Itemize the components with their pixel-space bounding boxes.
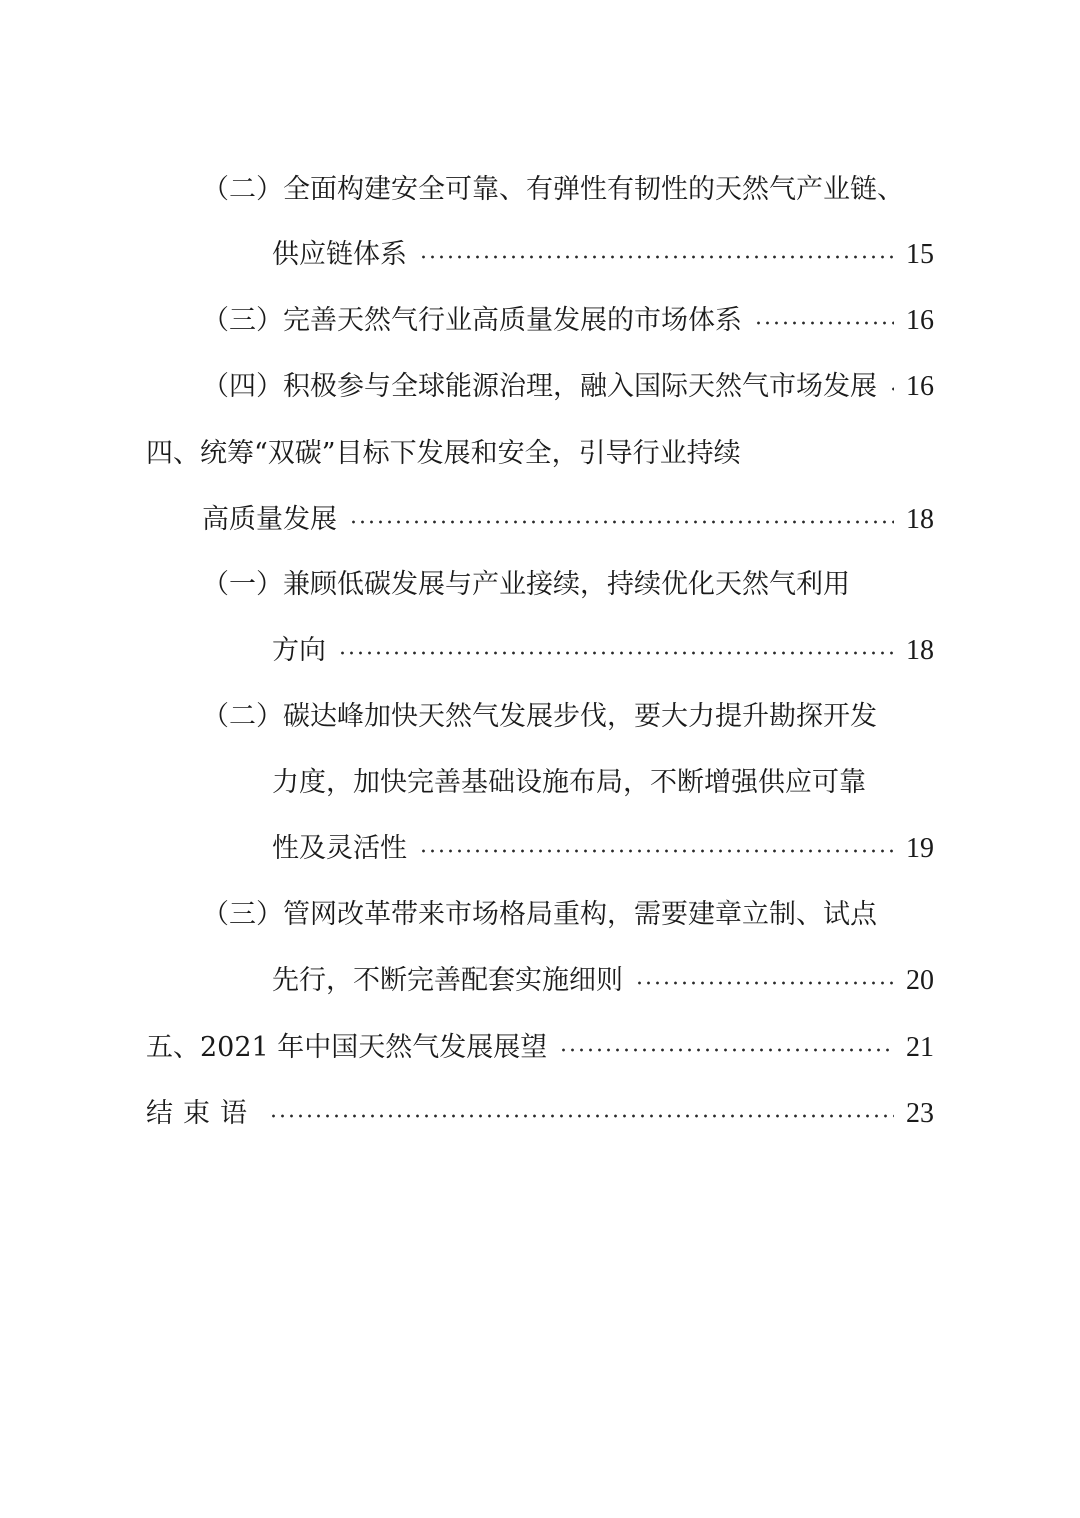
dot-leader (419, 255, 894, 259)
dot-leader (754, 321, 894, 325)
toc-entry-4-3-heading[interactable] (202, 895, 877, 935)
toc-page-number: 21 (906, 1032, 934, 1063)
toc-entry-label: 性及灵活性 (272, 833, 407, 864)
toc-entry-label: 力度，加快完善基础设施布局，不断增强供应可靠 (272, 767, 866, 798)
dot-leader (889, 387, 894, 391)
toc-entry-4-2[interactable] (272, 829, 934, 869)
toc-entry-label: 供应链体系 (272, 239, 407, 270)
toc-entry-label: （二）全面构建安全可靠、有弹性有韧性的天然气产业链、 (202, 174, 904, 205)
dot-leader (338, 651, 894, 655)
dot-leader (349, 520, 894, 524)
toc-entry-4-2-heading[interactable] (202, 697, 877, 737)
toc-page-number: 16 (906, 371, 934, 402)
toc-page-number: 18 (906, 504, 934, 535)
toc-entry-4-3[interactable] (272, 961, 934, 1001)
toc-entry-3-2-heading[interactable] (202, 170, 904, 210)
toc-entry-4-1-heading[interactable] (202, 565, 850, 605)
toc-entry-label: 先行，不断完善配套实施细则 (272, 965, 623, 996)
dot-leader (419, 849, 894, 853)
toc-entry-label: （三）完善天然气行业高质量发展的市场体系 (202, 305, 742, 336)
toc-entry-label: （二）碳达峰加快天然气发展步伐，要大力提升勘探开发 (202, 701, 877, 732)
toc-page-number: 23 (906, 1098, 934, 1129)
toc-section-label: 高质量发展 (202, 504, 337, 535)
toc-page-number: 15 (906, 239, 934, 270)
toc-page-number: 19 (906, 833, 934, 864)
toc-section-label: 四、统筹“双碳”目标下发展和安全，引导行业持续 (146, 438, 741, 469)
dot-leader (635, 981, 894, 985)
toc-entry-label: （一）兼顾低碳发展与产业接续，持续优化天然气利用 (202, 569, 850, 600)
dot-leader (269, 1114, 894, 1118)
toc-conclusion[interactable] (146, 1094, 934, 1134)
toc-page-number: 16 (906, 305, 934, 336)
toc-section-4[interactable] (202, 500, 934, 540)
dot-leader (559, 1048, 894, 1052)
toc-page-number: 18 (906, 635, 934, 666)
toc-section-label: 结束语 (146, 1098, 257, 1129)
toc-section-4-heading[interactable] (146, 434, 741, 474)
toc-entry-label: （四）积极参与全球能源治理，融入国际天然气市场发展 (202, 371, 877, 402)
toc-entry-4-1[interactable] (272, 631, 934, 671)
toc-entry-3-2[interactable] (272, 235, 934, 275)
toc-entry-label: （三）管网改革带来市场格局重构，需要建章立制、试点 (202, 899, 877, 930)
toc-section-5[interactable] (146, 1028, 934, 1068)
toc-entry-label: 方向 (272, 635, 326, 666)
toc-page-number: 20 (906, 965, 934, 996)
toc-entry-3-3[interactable] (202, 301, 934, 341)
toc-entry-4-2-continuation[interactable] (272, 763, 866, 803)
toc-entry-3-4[interactable] (202, 367, 934, 407)
toc-section-label: 五、2021 年中国天然气发展展望 (146, 1032, 548, 1063)
